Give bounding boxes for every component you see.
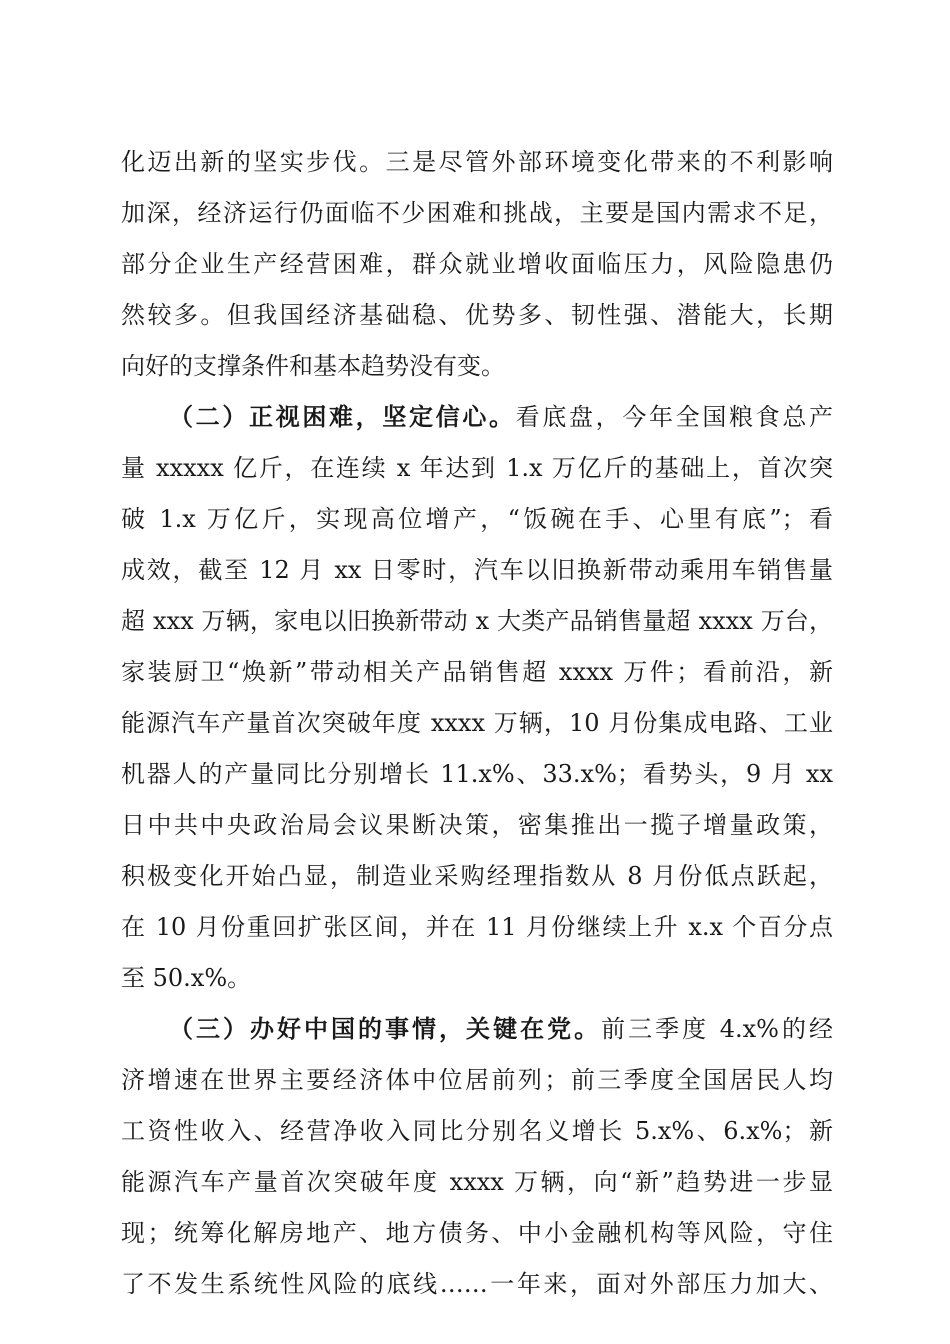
paragraph2-line-9: 日中共中央政治局会议果断决策，密集推出一揽子增量政策，: [121, 811, 833, 839]
paragraph3-line-4: 能源汽车产量首次突破年度 xxxx 万辆，向“新”趋势进一步显: [121, 1168, 833, 1196]
paragraph2-line-8: 机器人的产量同比分别增长 11.x%、33.x%；看势头，9 月 xx: [121, 760, 833, 788]
paragraph2-first-line: [169, 393, 833, 441]
paragraph2-line-4: 成效，截至 12 月 xx 日零时，汽车以旧换新带动乘用车销售量: [121, 556, 833, 584]
paragraph1-line-4: 然较多。但我国经济基础稳、优势多、韧性强、潜能大，长期: [121, 301, 833, 329]
paragraph2-line-7: 能源汽车产量首次突破年度 xxxx 万辆，10 月份集成电路、工业: [121, 709, 833, 737]
paragraph3-line-3: 工资性收入、经营净收入同比分别名义增长 5.x%、6.x%；新: [121, 1117, 833, 1145]
paragraph1-line-2: 加深，经济运行仍面临不少困难和挑战，主要是国内需求不足，: [121, 199, 833, 227]
paragraph3-first-line-text: 前三季度 4.x%的经: [601, 1015, 833, 1043]
paragraph1-line-1: 化迈出新的坚实步伐。三是尽管外部环境变化带来的不利影响: [121, 148, 833, 176]
paragraph3-first-line: [169, 1005, 833, 1053]
paragraph3-line-5: 现；统筹化解房地产、地方债务、中小金融机构等风险，守住: [121, 1219, 833, 1247]
paragraph2-line-10: 积极变化开始凸显，制造业采购经理指数从 8 月份低点跃起，: [121, 862, 833, 890]
paragraph2-first-line-text: 看底盘，今年全国粮食总产: [515, 403, 834, 431]
paragraph3-line-6: 了不发生系统性风险的底线……一年来，面对外部压力加大、: [121, 1270, 833, 1298]
paragraph2-line-5: 超 xxx 万辆，家电以旧换新带动 x 大类产品销售量超 xxxx 万台，: [121, 607, 833, 635]
paragraph2-line-3: 破 1.x 万亿斤，实现高位增产，“饭碗在手、心里有底”；看: [121, 505, 833, 533]
paragraph1-line-5: 向好的支撑条件和基本趋势没有变。: [121, 352, 505, 380]
paragraph2-line-6: 家装厨卫“焕新”带动相关产品销售超 xxxx 万件；看前沿，新: [121, 658, 833, 686]
paragraph2-heading: （二）正视困难，坚定信心。: [169, 402, 516, 431]
paragraph2-line-12: 至 50.x%。: [121, 964, 252, 992]
paragraph3-line-2: 济增速在世界主要经济体中位居前列；前三季度全国居民人均: [121, 1066, 833, 1094]
paragraph1-line-3: 部分企业生产经营困难，群众就业增收面临压力，风险隐患仍: [121, 250, 833, 278]
paragraph3-heading: （三）办好中国的事情，关键在党。: [169, 1014, 602, 1043]
paragraph2-line-11: 在 10 月份重回扩张区间，并在 11 月份继续上升 x.x 个百分点: [121, 913, 833, 941]
paragraph2-line-2: 量 xxxxx 亿斤，在连续 x 年达到 1.x 万亿斤的基础上，首次突: [121, 454, 833, 482]
